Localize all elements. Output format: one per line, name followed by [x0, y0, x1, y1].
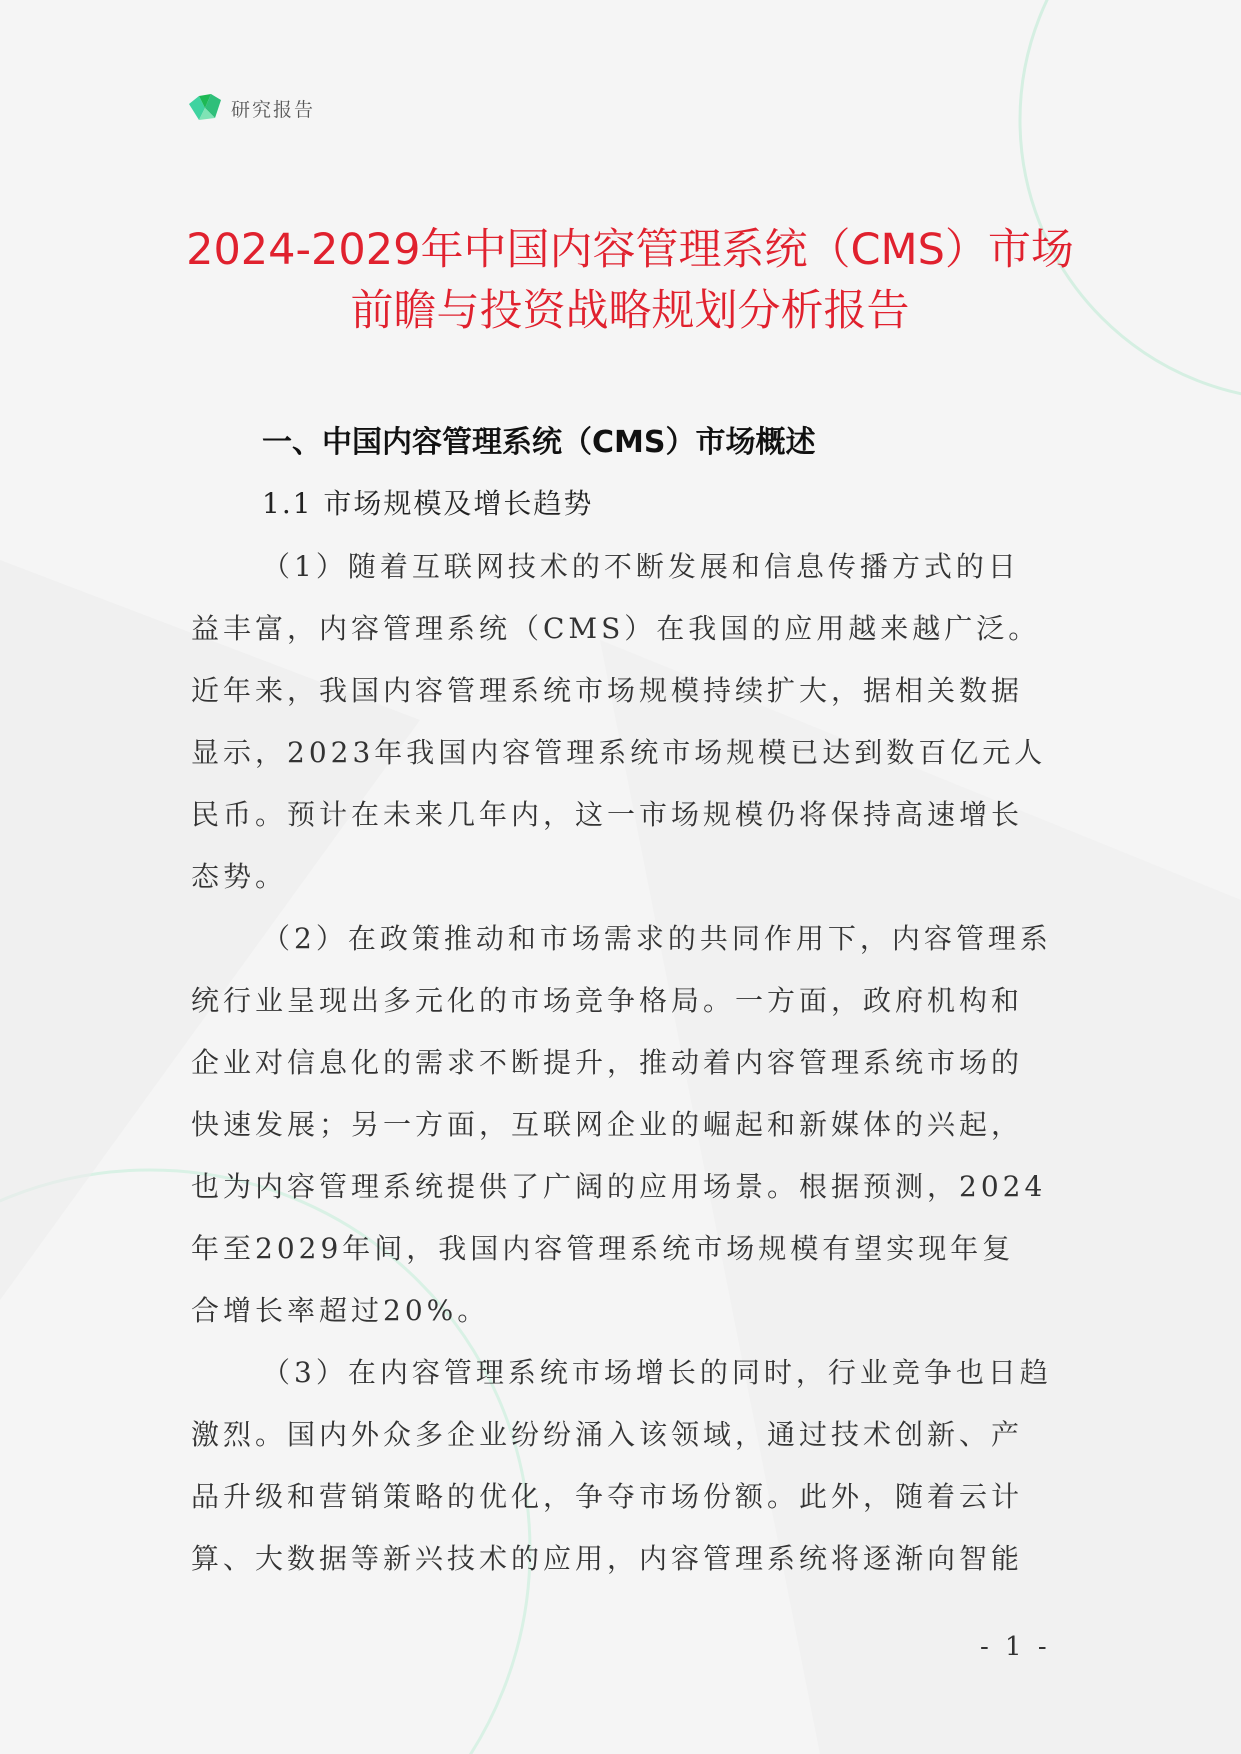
text-line: 算、大数据等新兴技术的应用，内容管理系统将逐渐向智能	[191, 1542, 1024, 1575]
text-line: （3）在内容管理系统市场增长的同时，行业竞争也日趋	[262, 1356, 1052, 1389]
text-line: 益丰富，内容管理系统（CMS）在我国的应用越来越广泛。	[191, 612, 1041, 645]
title-line-2: 前瞻与投资战略规划分析报告	[350, 286, 910, 336]
report-title	[150, 220, 1110, 342]
section-heading: 一、中国内容管理系统（CMS）市场概述	[262, 425, 816, 460]
text-line: 品升级和营销策略的优化，争夺市场份额。此外，随着云计	[191, 1480, 1024, 1513]
text-line: 统行业呈现出多元化的市场竞争格局。一方面，政府机构和	[191, 984, 1024, 1017]
text-line: 激烈。国内外众多企业纷纷涌入该领域，通过技术创新、产	[191, 1418, 1024, 1451]
title-line-1: 2024-2029年中国内容管理系统（CMS）市场	[186, 225, 1074, 275]
text-line: （1）随着互联网技术的不断发展和信息传播方式的日	[262, 550, 1020, 583]
text-line: （2）在政策推动和市场需求的共同作用下，内容管理系	[262, 922, 1052, 955]
text-line: 态势。	[191, 860, 288, 893]
text-line: 显示，2023年我国内容管理系统市场规模已达到数百亿元人	[191, 736, 1047, 769]
header-label: 研究报告	[231, 98, 316, 121]
text-line: 民币。预计在未来几年内，这一市场规模仍将保持高速增长	[191, 798, 1024, 831]
text-line: 快速发展；另一方面，互联网企业的崛起和新媒体的兴起，	[191, 1108, 1024, 1141]
text-line: 近年来，我国内容管理系统市场规模持续扩大，据相关数据	[191, 674, 1024, 707]
report-header	[187, 88, 315, 128]
text-line: 年至2029年间，我国内容管理系统市场规模有望实现年复	[191, 1232, 1015, 1265]
text-line: 也为内容管理系统提供了广阔的应用场景。根据预测，2024	[191, 1170, 1047, 1203]
page-number: - 1 -	[980, 1632, 1051, 1662]
subsection-heading: 1.1 市场规模及增长趋势	[262, 487, 594, 520]
text-line: 企业对信息化的需求不断提升，推动着内容管理系统市场的	[191, 1046, 1024, 1079]
brand-logo-icon	[187, 90, 223, 126]
text-line: 合增长率超过20%。	[191, 1294, 490, 1327]
